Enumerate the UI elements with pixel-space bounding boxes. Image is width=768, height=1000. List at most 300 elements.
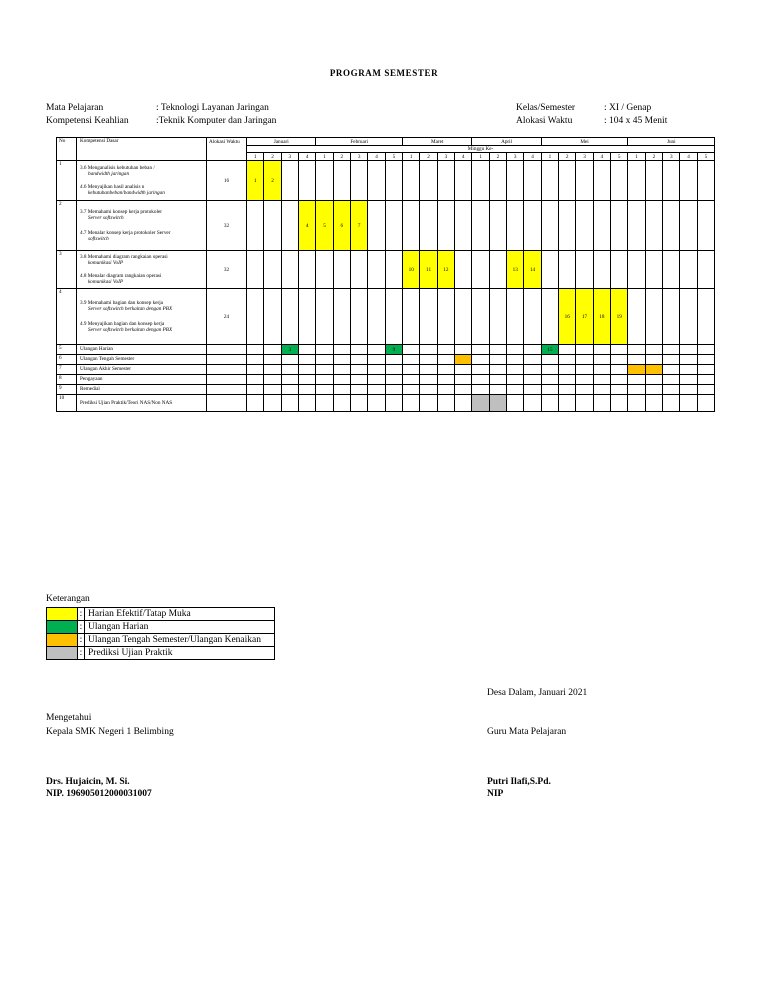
week-cell	[524, 365, 541, 375]
week-cell	[576, 375, 593, 385]
week-cell	[559, 395, 576, 412]
week-cell	[403, 355, 420, 365]
week-cell: 16	[559, 289, 576, 345]
week-cell	[489, 375, 506, 385]
week-cell	[403, 365, 420, 375]
week-cell	[298, 365, 315, 375]
week-cell	[628, 385, 645, 395]
week-cell	[316, 161, 333, 201]
week-cell	[697, 375, 714, 385]
week-cell: 6	[333, 201, 350, 251]
week-cell	[281, 365, 298, 375]
week-cell	[437, 289, 454, 345]
month-mei: Mei	[541, 138, 628, 146]
row-alokasi	[207, 355, 247, 365]
table-row	[57, 161, 715, 201]
week-cell	[333, 375, 350, 385]
week-cell	[697, 395, 714, 412]
week-cell	[420, 375, 437, 385]
week-cell	[298, 289, 315, 345]
week-number: 3	[663, 153, 680, 161]
week-cell	[559, 365, 576, 375]
legend-item	[47, 634, 275, 647]
week-cell	[247, 365, 264, 375]
week-cell	[316, 355, 333, 365]
week-cell	[264, 395, 281, 412]
week-cell	[489, 201, 506, 251]
week-number: 3	[281, 153, 298, 161]
week-cell	[663, 365, 680, 375]
week-cell	[281, 395, 298, 412]
week-cell	[247, 355, 264, 365]
week-cell	[472, 375, 489, 385]
week-cell	[403, 395, 420, 412]
week-cell	[576, 395, 593, 412]
week-cell	[541, 251, 558, 289]
week-cell	[281, 289, 298, 345]
legend-swatch	[47, 608, 78, 621]
week-cell: 7	[351, 201, 368, 251]
legend-text: Ulangan Harian	[85, 621, 275, 634]
week-cell: 2	[264, 161, 281, 201]
week-cell	[576, 385, 593, 395]
week-cell	[697, 161, 714, 201]
week-cell	[593, 251, 610, 289]
kd-main: 4.6 Menyajikan hasil analisis n	[80, 183, 145, 190]
week-cell	[524, 289, 541, 345]
row-kompetensi: Ulangan Harian	[77, 345, 207, 355]
week-number: 1	[403, 153, 420, 161]
week-cell	[368, 289, 385, 345]
row-kompetensi: Pengayaan	[77, 375, 207, 385]
row-kompetensi: Ulangan Akhir Semester	[77, 365, 207, 375]
week-cell	[628, 365, 645, 375]
week-cell	[524, 385, 541, 395]
week-cell	[541, 365, 558, 375]
week-number: 4	[680, 153, 697, 161]
week-cell	[351, 375, 368, 385]
legend-text: Harian Efektif/Tatap Muka	[85, 608, 275, 621]
week-cell	[403, 375, 420, 385]
row-kompetensi	[77, 251, 207, 289]
week-cell	[611, 355, 628, 365]
kd-main: 4.8 Menalar diagram rangkaian operasi	[80, 272, 162, 279]
week-cell	[541, 375, 558, 385]
week-cell	[559, 251, 576, 289]
week-cell	[472, 395, 489, 412]
week-cell	[645, 395, 662, 412]
meta-right	[516, 102, 667, 128]
kd-item	[80, 254, 206, 266]
week-cell	[541, 355, 558, 365]
week-cell	[593, 345, 610, 355]
week-cell	[593, 161, 610, 201]
kd-item	[80, 321, 206, 333]
week-cell	[645, 201, 662, 251]
kd-sub: Server softswitch berkaitan dengan PBX	[88, 327, 173, 334]
legend-swatch	[47, 647, 78, 660]
document-title: PROGRAM SEMESTER	[329, 68, 439, 78]
week-cell	[645, 385, 662, 395]
week-cell	[333, 365, 350, 375]
week-number: 2	[420, 153, 437, 161]
week-cell	[680, 345, 697, 355]
legend-swatch	[47, 621, 78, 634]
row-kompetensi	[77, 201, 207, 251]
week-cell	[489, 385, 506, 395]
week-cell	[680, 251, 697, 289]
week-cell	[403, 385, 420, 395]
kd-item	[80, 273, 206, 285]
row-kompetensi	[77, 289, 207, 345]
week-cell	[368, 251, 385, 289]
row-no: 8	[57, 375, 77, 385]
week-cell	[298, 375, 315, 385]
week-cell	[316, 345, 333, 355]
row-no: 5	[57, 345, 77, 355]
month-maret: Maret	[403, 138, 472, 146]
week-cell	[645, 251, 662, 289]
table-row	[57, 355, 715, 365]
kd-main: 3.9 Memahami bagian dan konsep kerja	[80, 299, 163, 306]
week-cell	[680, 201, 697, 251]
kelas-value: : XI / Genap	[604, 103, 652, 113]
kd-sub: komunikasi VoIP	[88, 278, 124, 285]
kd-sub: bandwidth jaringan	[88, 171, 130, 178]
table-row	[57, 345, 715, 355]
week-cell	[368, 375, 385, 385]
week-cell	[385, 385, 402, 395]
week-cell	[697, 251, 714, 289]
week-cell	[316, 251, 333, 289]
week-cell	[697, 385, 714, 395]
week-cell	[333, 355, 350, 365]
week-cell	[524, 161, 541, 201]
week-cell	[645, 345, 662, 355]
week-cell	[333, 251, 350, 289]
legend-text: Prediksi Ujian Praktik	[85, 647, 275, 660]
kepala-name: Drs. Hujaicin, M. Si.	[46, 777, 130, 787]
week-number: 2	[645, 153, 662, 161]
week-cell	[455, 251, 472, 289]
week-cell: 3	[281, 345, 298, 355]
week-cell	[541, 289, 558, 345]
week-cell	[663, 385, 680, 395]
week-cell	[645, 375, 662, 385]
week-cell	[507, 289, 524, 345]
week-cell	[507, 355, 524, 365]
row-alokasi	[207, 385, 247, 395]
week-cell	[264, 385, 281, 395]
week-cell	[559, 385, 576, 395]
week-number: 4	[524, 153, 541, 161]
week-cell	[281, 251, 298, 289]
week-cell	[385, 355, 402, 365]
kompetensi-label: Kompetensi Keahlian	[46, 116, 129, 126]
table-row	[57, 385, 715, 395]
week-cell	[697, 355, 714, 365]
row-alokasi	[207, 365, 247, 375]
table-row	[57, 289, 715, 345]
row-kompetensi: Remedial	[77, 385, 207, 395]
week-cell	[385, 161, 402, 201]
minggu-ke: Minggu Ke-	[247, 146, 715, 153]
week-number: 5	[385, 153, 402, 161]
week-cell	[645, 355, 662, 365]
kd-item	[80, 165, 206, 177]
legend-item	[47, 608, 275, 621]
week-cell	[663, 345, 680, 355]
week-cell	[663, 289, 680, 345]
week-cell	[333, 161, 350, 201]
legend-title: Keterangan	[46, 594, 90, 604]
week-cell	[420, 385, 437, 395]
week-cell	[507, 395, 524, 412]
week-cell	[628, 395, 645, 412]
week-cell: 18	[593, 289, 610, 345]
week-cell	[264, 251, 281, 289]
month-april: April	[472, 138, 541, 146]
week-cell	[472, 289, 489, 345]
kd-main: 3.6 Menganalisis kebutuhan beban /	[80, 165, 155, 172]
week-cell	[645, 289, 662, 345]
week-cell	[697, 365, 714, 375]
table-row	[57, 201, 715, 251]
header-row-months	[57, 138, 715, 146]
header-kd: Kompetensi Dasar	[77, 138, 207, 161]
week-number: 3	[437, 153, 454, 161]
week-cell	[507, 161, 524, 201]
week-cell	[680, 355, 697, 365]
week-cell	[455, 385, 472, 395]
legend-table	[46, 607, 275, 660]
week-cell	[420, 395, 437, 412]
alokasi-value: : 104 x 45 Menit	[604, 116, 668, 126]
week-cell	[437, 345, 454, 355]
week-cell	[316, 375, 333, 385]
week-cell	[697, 201, 714, 251]
week-cell	[247, 289, 264, 345]
week-cell	[368, 201, 385, 251]
week-cell	[420, 355, 437, 365]
kd-item	[80, 184, 206, 196]
week-cell	[264, 365, 281, 375]
week-cell	[611, 251, 628, 289]
week-cell	[680, 365, 697, 375]
week-cell	[472, 201, 489, 251]
legend-colon: :	[78, 634, 85, 647]
week-cell	[507, 375, 524, 385]
week-cell	[316, 289, 333, 345]
row-kompetensi: Prediksi Ujian Praktik/Teori NAS/Non NAS	[77, 395, 207, 412]
guru-name: Putri Ilafi,S.Pd.	[487, 777, 551, 787]
week-cell	[437, 375, 454, 385]
week-number: 3	[576, 153, 593, 161]
legend	[46, 594, 275, 660]
week-cell: 19	[611, 289, 628, 345]
mapel-label: Mata Pelajaran	[46, 103, 104, 113]
week-cell	[559, 201, 576, 251]
week-cell	[403, 289, 420, 345]
week-cell	[576, 161, 593, 201]
legend-item	[47, 621, 275, 634]
week-cell	[298, 385, 315, 395]
week-cell: 1	[247, 161, 264, 201]
week-cell	[264, 345, 281, 355]
week-cell	[420, 201, 437, 251]
week-cell	[420, 161, 437, 201]
legend-colon: :	[78, 608, 85, 621]
week-cell	[420, 345, 437, 355]
month-januari: Januari	[247, 138, 316, 146]
week-cell	[611, 365, 628, 375]
row-no: 10	[57, 395, 77, 412]
week-cell	[576, 355, 593, 365]
week-cell	[472, 385, 489, 395]
week-cell	[593, 365, 610, 375]
meta-left	[46, 102, 276, 128]
week-cell: 11	[420, 251, 437, 289]
week-cell	[680, 385, 697, 395]
row-no: 4	[57, 289, 77, 345]
table-row	[57, 395, 715, 412]
week-cell	[351, 365, 368, 375]
week-cell	[541, 395, 558, 412]
week-cell	[489, 161, 506, 201]
week-cell	[351, 385, 368, 395]
week-cell	[368, 355, 385, 365]
row-alokasi: 32	[207, 251, 247, 289]
row-alokasi	[207, 345, 247, 355]
week-cell: 9	[385, 345, 402, 355]
week-number: 2	[489, 153, 506, 161]
week-cell	[247, 345, 264, 355]
week-cell: 10	[403, 251, 420, 289]
week-cell	[403, 345, 420, 355]
week-cell	[247, 395, 264, 412]
guru-title: Guru Mata Pelajaran	[487, 727, 567, 737]
legend-colon: :	[78, 621, 85, 634]
week-cell	[298, 355, 315, 365]
guru-nip: NIP	[487, 789, 504, 799]
week-cell	[385, 289, 402, 345]
week-cell	[663, 251, 680, 289]
row-no: 2	[57, 201, 77, 251]
week-cell	[576, 251, 593, 289]
kd-main: 4.9 Menyajikan bagian dan konsep kerja	[80, 321, 165, 327]
row-alokasi: 24	[207, 289, 247, 345]
week-cell	[611, 161, 628, 201]
week-cell	[507, 345, 524, 355]
week-cell: 14	[524, 251, 541, 289]
week-cell	[298, 345, 315, 355]
week-cell	[559, 355, 576, 365]
week-cell	[455, 289, 472, 345]
week-cell	[507, 385, 524, 395]
kepala-title: Kepala SMK Negeri 1 Belimbing	[46, 727, 174, 737]
week-cell	[455, 355, 472, 365]
week-cell: 4	[298, 201, 315, 251]
kd-sub: Server softswitch berkaitan dengan PBX	[88, 305, 173, 312]
place-date: Desa Dalam, Januari 2021	[487, 688, 588, 698]
week-cell	[385, 251, 402, 289]
row-no: 1	[57, 161, 77, 201]
week-cell	[351, 355, 368, 365]
week-cell	[385, 375, 402, 385]
week-cell: 12	[437, 251, 454, 289]
schedule-table	[56, 137, 715, 412]
week-cell	[663, 355, 680, 365]
kd-main: 3.7 Memahami konsep kerja protokoler	[80, 208, 162, 215]
week-cell	[489, 365, 506, 375]
week-cell	[281, 161, 298, 201]
week-cell	[611, 395, 628, 412]
week-cell	[680, 395, 697, 412]
week-cell	[576, 201, 593, 251]
week-cell	[628, 251, 645, 289]
week-cell	[368, 395, 385, 412]
week-cell	[697, 289, 714, 345]
week-cell	[368, 161, 385, 201]
week-number: 5	[697, 153, 714, 161]
mapel-value: : Teknologi Layanan Jaringan	[156, 103, 269, 113]
week-cell	[663, 375, 680, 385]
week-number: 4	[368, 153, 385, 161]
week-cell	[611, 385, 628, 395]
week-cell	[385, 201, 402, 251]
week-cell	[298, 395, 315, 412]
week-cell	[385, 395, 402, 412]
week-cell	[645, 161, 662, 201]
week-number: 2	[559, 153, 576, 161]
week-cell	[524, 355, 541, 365]
week-cell	[628, 161, 645, 201]
row-no: 9	[57, 385, 77, 395]
week-number: 4	[593, 153, 610, 161]
week-cell	[663, 161, 680, 201]
kelas-label: Kelas/Semester	[516, 103, 576, 113]
week-cell	[351, 395, 368, 412]
week-number: 4	[455, 153, 472, 161]
table-row	[57, 251, 715, 289]
week-cell	[455, 161, 472, 201]
week-cell	[524, 345, 541, 355]
alokasi-label: Alokasi Waktu	[516, 116, 573, 126]
week-cell	[437, 395, 454, 412]
week-cell	[472, 161, 489, 201]
week-cell	[541, 201, 558, 251]
week-cell	[420, 365, 437, 375]
week-cell	[437, 201, 454, 251]
week-cell	[593, 395, 610, 412]
week-cell	[628, 375, 645, 385]
week-number: 2	[264, 153, 281, 161]
week-cell	[611, 345, 628, 355]
week-cell	[541, 161, 558, 201]
week-cell: 5	[316, 201, 333, 251]
kd-sub: kebutuhanbeban/bandwidth jaringan	[88, 189, 165, 196]
week-cell	[593, 355, 610, 365]
week-cell	[333, 385, 350, 395]
kd-main: 3.8 Memahami diagram rangkaian operasi	[80, 254, 168, 261]
week-cell	[472, 365, 489, 375]
week-cell	[437, 161, 454, 201]
week-cell	[489, 395, 506, 412]
week-cell	[351, 345, 368, 355]
week-cell	[489, 289, 506, 345]
week-cell	[281, 201, 298, 251]
week-cell	[489, 355, 506, 365]
